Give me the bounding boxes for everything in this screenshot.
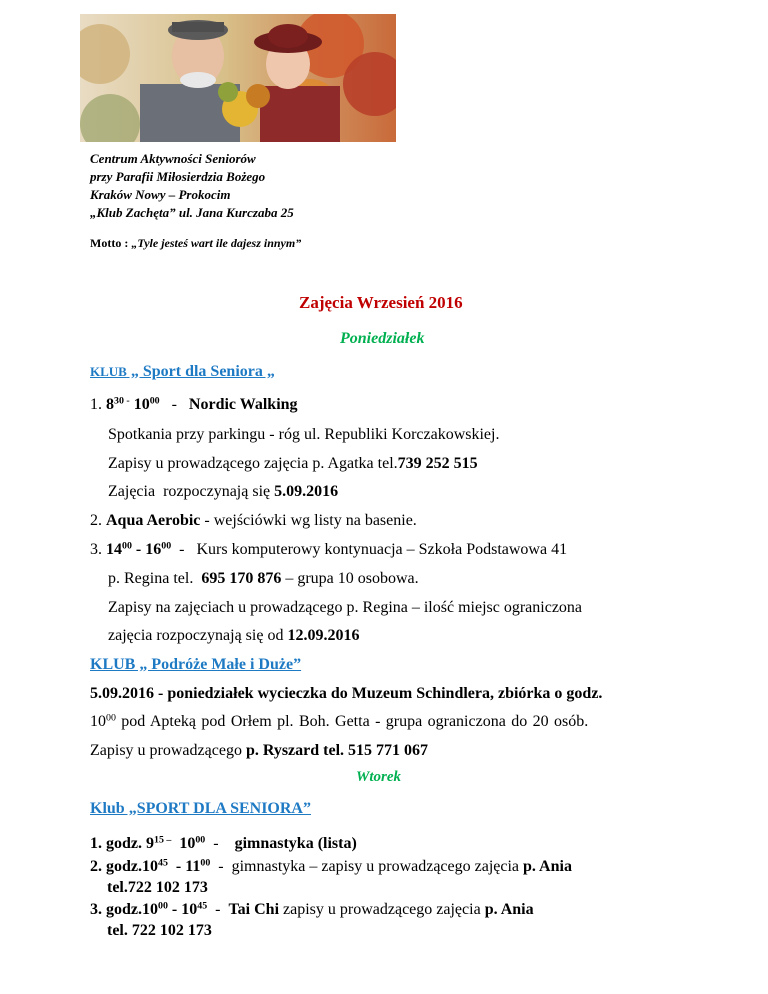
activity-name: gimnastyka (lista): [234, 835, 357, 852]
instructor: p. Ania: [484, 901, 534, 918]
monday-item-1-start: [108, 482, 338, 502]
trip-line-3: [90, 741, 428, 761]
activity-name: Tai Chi: [228, 901, 280, 918]
time-start-min: 00: [122, 540, 132, 552]
time-start-hour: 1. godz. 9: [90, 835, 154, 852]
monday-item-1: [90, 395, 298, 415]
item-number: 2.: [90, 512, 106, 529]
separator: -: [205, 835, 235, 852]
time-end-hour: 10: [129, 396, 150, 413]
motto-text: „Tyle jesteś wart ile dajesz innym”: [131, 236, 302, 250]
monday-item-3-start: [108, 626, 359, 646]
day-tuesday: Wtorek: [356, 769, 401, 785]
club-sport-heading: [90, 362, 275, 382]
time-hour: 10: [90, 713, 106, 730]
time-end-hour: 10: [171, 835, 196, 852]
start-text: zajęcia rozpoczynają się od: [108, 627, 288, 644]
club-travel-heading: KLUB „ Podróże Małe i Duże”: [90, 656, 302, 673]
time-end-min: 00: [161, 540, 172, 552]
start-date: 5.09.2016: [274, 483, 339, 500]
tuesday-item-2-phone: tel.722 102 173: [107, 879, 208, 896]
time-start-hour: 2. godz.10: [90, 858, 158, 875]
time-min: 00: [106, 712, 116, 724]
start-date: 12.09.2016: [287, 627, 360, 644]
header-photo: [80, 14, 396, 142]
time-start-hour: 14: [106, 541, 122, 558]
club-prefix: KLUB: [90, 364, 127, 379]
activity-name: - gimnastyka – zapisy u prowadzącego zajęcia: [210, 858, 524, 875]
organizer-contact: p. Ryszard tel. 515 771 067: [245, 742, 429, 759]
time-end-min: 00: [200, 857, 211, 869]
org-name: Centrum Aktywności Seniorów: [90, 151, 256, 166]
time-end-hour: - 10: [167, 901, 198, 918]
trip-line-1: 5.09.2016 - poniedziałek wycieczka do Muzeum Schindlera, zbiórka o godz.: [90, 685, 603, 702]
time-end-min: 00: [149, 395, 160, 407]
start-text: Zajęcia rozpoczynają się: [108, 483, 275, 500]
contact-text: p. Regina tel.: [108, 570, 202, 587]
item-number: 3.: [90, 541, 106, 558]
time-start-min: 00: [158, 900, 168, 912]
club-sport-name: „ Sport dla Seniora „: [126, 363, 275, 380]
time-end-hour: - 11: [167, 858, 201, 875]
activity-note: - wejściówki wg listy na basenie.: [200, 512, 417, 529]
tuesday-item-2: [90, 857, 572, 877]
phone-number: 695 170 876: [201, 570, 282, 587]
separator: -: [207, 901, 229, 918]
signup-text: Zapisy u prowadzącego zajęcia p. Agatka tel.: [108, 455, 398, 472]
seniors-photo: [80, 14, 396, 142]
trip-line-2: [90, 712, 588, 732]
tuesday-item-3-phone: tel. 722 102 173: [107, 922, 212, 939]
club-sport-tuesday-heading: Klub „SPORT DLA SENIORA”: [90, 800, 311, 817]
monday-item-1-signup: [108, 454, 478, 474]
activity-name: - Kurs komputerowy kontynuacja – Szkoła Podstawowa 41: [171, 541, 568, 558]
instructor: p. Ania: [523, 858, 572, 875]
time-start-min: 30 -: [114, 395, 130, 407]
phone-number: 739 252 515: [397, 455, 478, 472]
group-size: – grupa 10 osobowa.: [281, 570, 419, 587]
org-parish: przy Parafii Miłosierdzia Bożego: [90, 169, 266, 184]
tuesday-item-3: [90, 900, 534, 920]
page-title: Zajęcia Wrzesień 2016: [299, 293, 463, 312]
day-monday: Poniedziałek: [340, 330, 425, 347]
item-number: 1.: [90, 396, 106, 413]
motto: [90, 236, 301, 251]
time-start-hour: 3. godz.10: [90, 901, 158, 918]
signup-text: Zapisy u prowadzącego: [90, 742, 246, 759]
activity-name: Aqua Aerobic: [106, 512, 201, 529]
trip-details: pod Apteką pod Orłem pl. Boh. Getta - grupa ograniczona do 20 osób.: [115, 713, 589, 730]
monday-item-3-contact: [108, 569, 419, 589]
monday-item-2: [90, 511, 417, 531]
motto-label: Motto :: [90, 236, 132, 250]
monday-item-1-meeting: Spotkania przy parkingu - róg ul. Republiki Korczakowskiej.: [108, 426, 500, 443]
time-start-min: 15 –: [154, 834, 172, 846]
monday-item-3-signup: Zapisy na zajęciach u prowadzącego p. Regina – ilość miejsc ograniczona: [108, 599, 583, 616]
time-end-hour: - 16: [131, 541, 162, 558]
time-start-min: 45: [158, 857, 168, 869]
time-end-min: 45: [197, 900, 208, 912]
activity-name: Nordic Walking: [188, 396, 298, 413]
time-end-min: 00: [195, 834, 206, 846]
signup-text: zapisy u prowadzącego zajęcia: [279, 901, 485, 918]
tuesday-item-1: [90, 834, 357, 854]
time-start-hour: 8: [106, 396, 114, 413]
separator: -: [159, 396, 189, 413]
org-location: Kraków Nowy – Prokocim: [90, 187, 231, 202]
org-address: „Klub Zachęta” ul. Jana Kurczaba 25: [90, 205, 294, 220]
monday-item-3: [90, 540, 567, 560]
